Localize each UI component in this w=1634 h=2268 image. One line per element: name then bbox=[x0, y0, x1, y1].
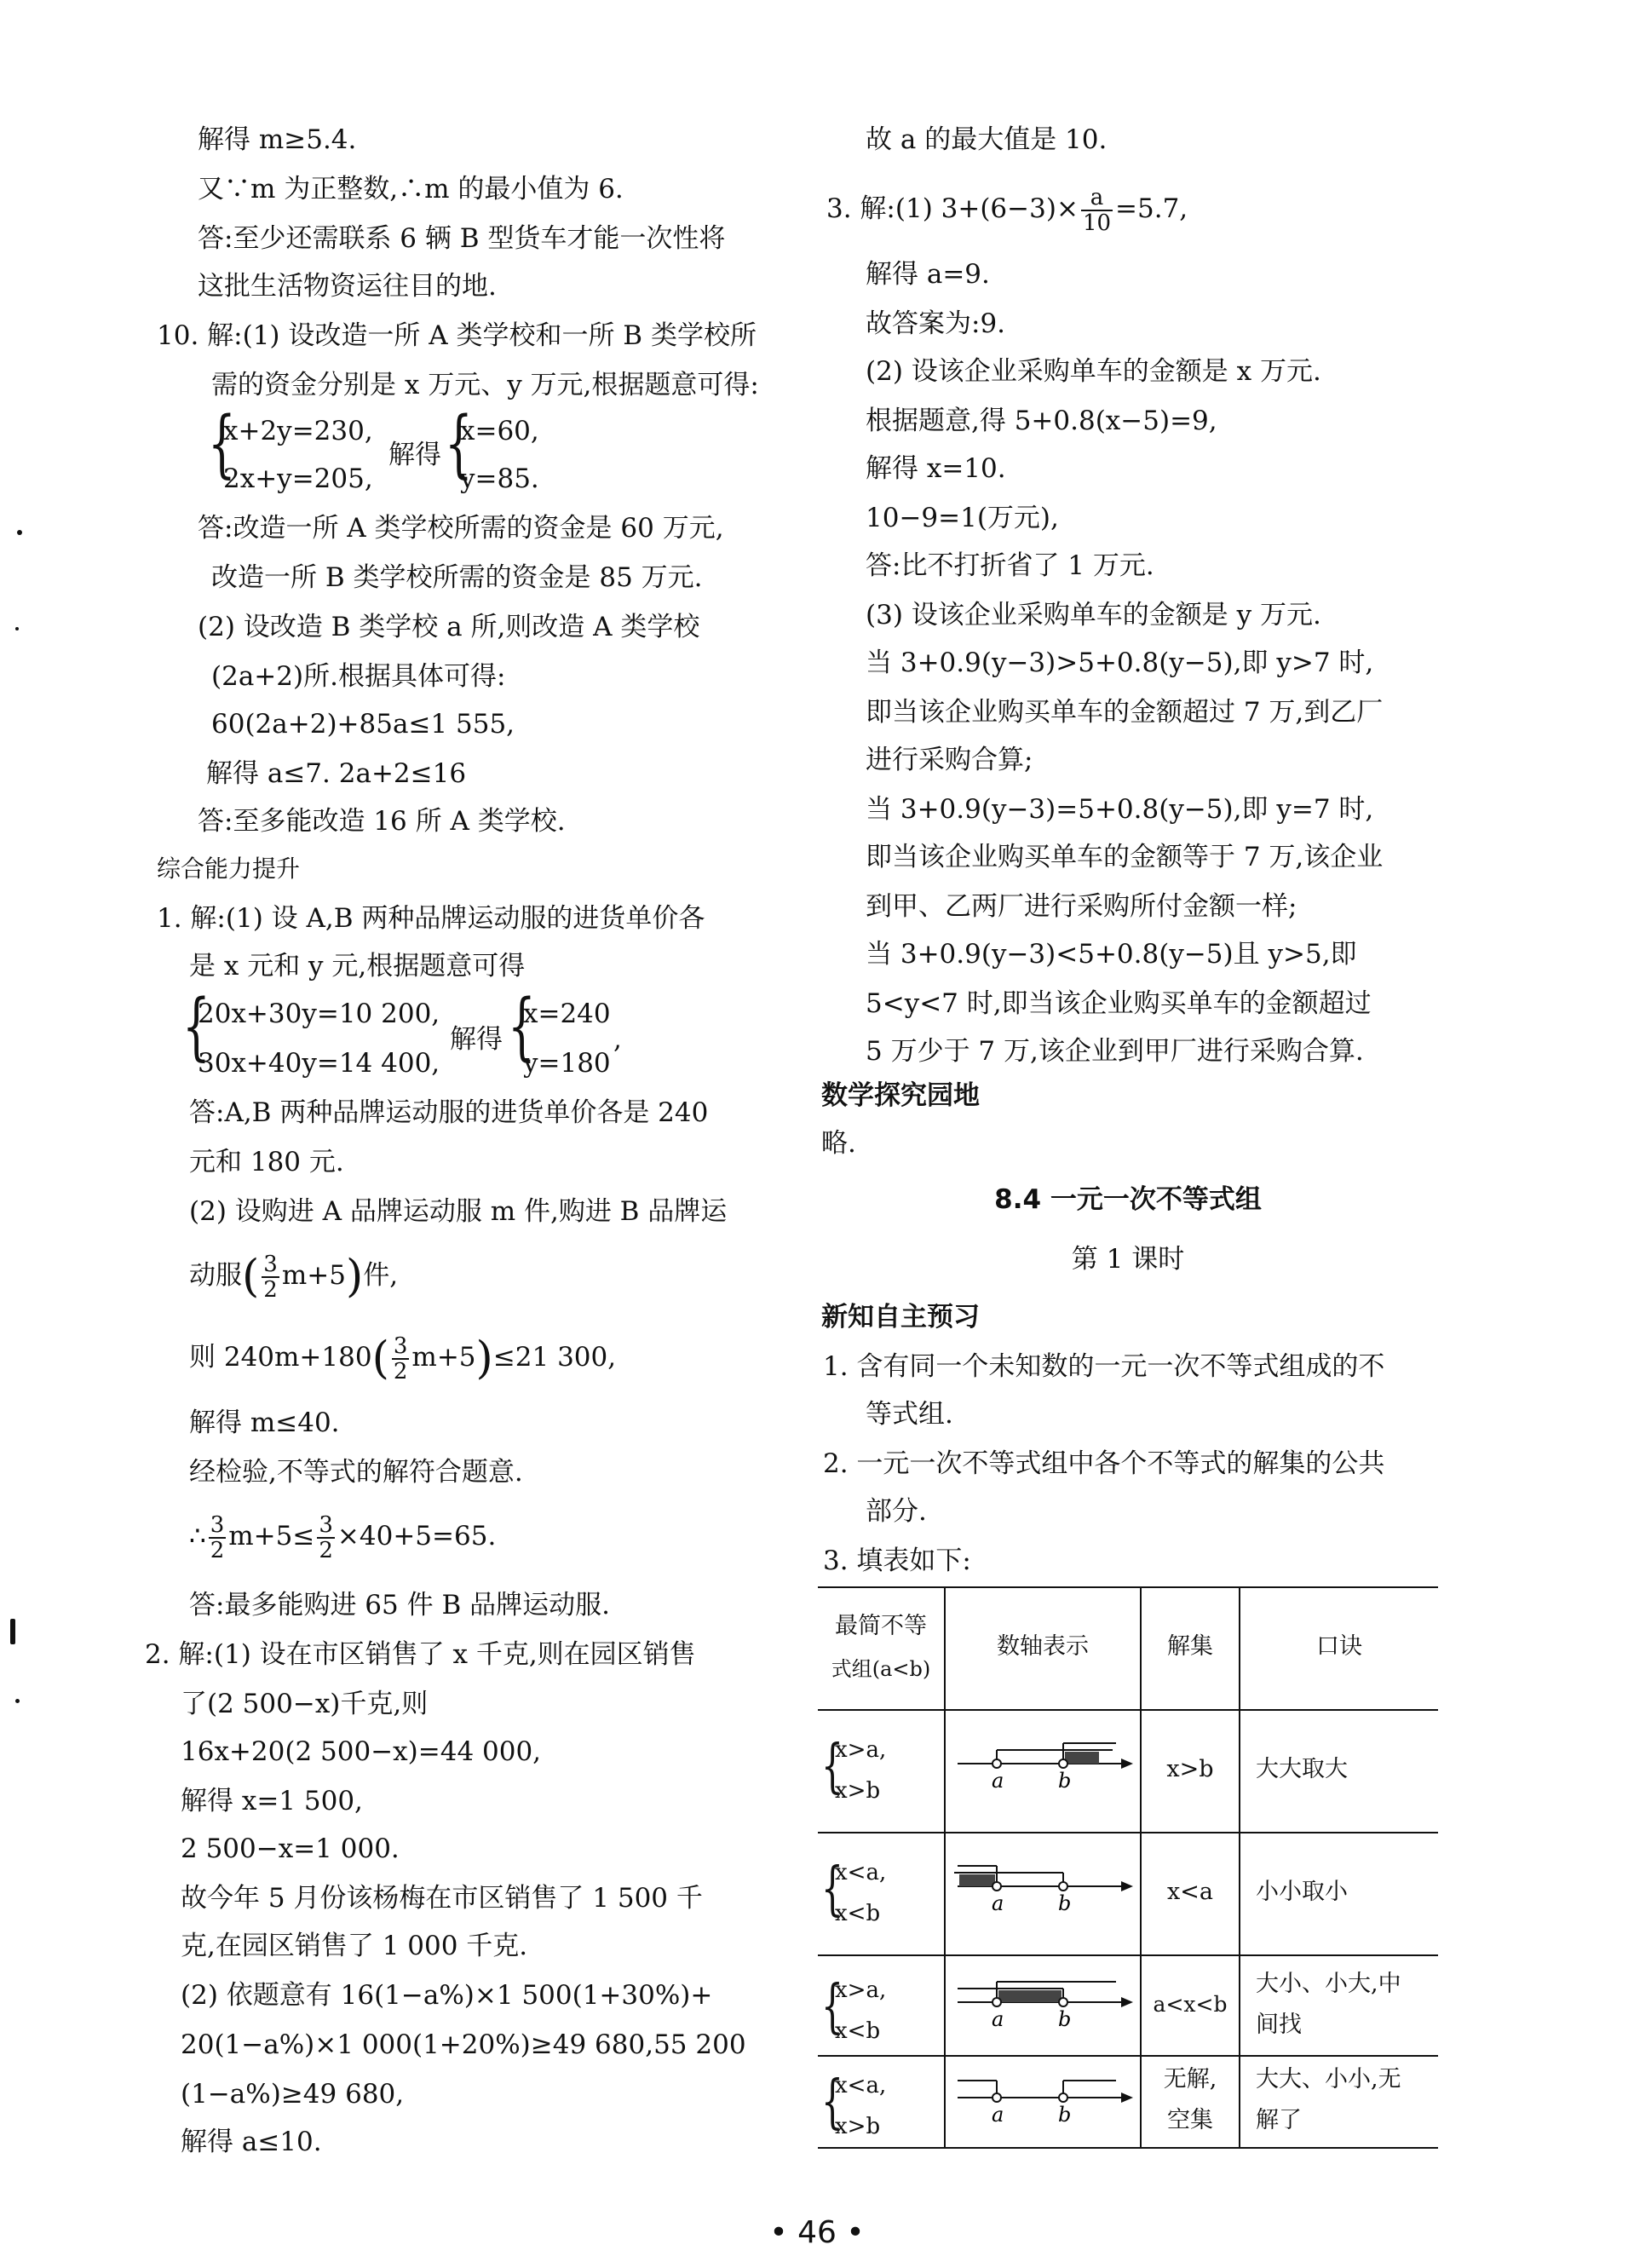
solution-shading bbox=[959, 1874, 995, 1886]
number-line-diagram bbox=[951, 1861, 1135, 1929]
equation-line: 30x+40y=14 400, bbox=[198, 1048, 440, 1079]
text-line: 解得 x=1 500, bbox=[181, 1786, 363, 1816]
paren: ( bbox=[371, 1333, 389, 1384]
paren: ( bbox=[242, 1251, 260, 1303]
number-line-diagram bbox=[951, 1738, 1135, 1806]
text-line: 2 500−x=1 000. bbox=[181, 1833, 400, 1864]
inequality-brace: { bbox=[821, 1856, 843, 1923]
text-line: 3. 填表如下: bbox=[823, 1546, 971, 1576]
fraction bbox=[392, 1334, 410, 1384]
formula-text: ×40+5=65. bbox=[337, 1521, 497, 1551]
axis-arrow bbox=[1121, 2092, 1133, 2103]
equation-brace: { bbox=[182, 984, 210, 1069]
text-line: 16x+20(2 500−x)=44 000, bbox=[181, 1736, 542, 1767]
formula-text: 件, bbox=[363, 1260, 399, 1291]
equation-line: x=60, bbox=[460, 416, 539, 446]
text-line: 这批生活物资运往目的地. bbox=[198, 271, 497, 302]
paren: ) bbox=[345, 1251, 364, 1303]
text-line: 解得 m≥5.4. bbox=[198, 124, 357, 155]
scan-mark bbox=[17, 530, 22, 535]
formula-text: ∴ bbox=[189, 1521, 206, 1551]
section-heading: 综合能力提升 bbox=[157, 855, 301, 883]
numerator: 3 bbox=[393, 1333, 408, 1359]
text-line: 元和 180 元. bbox=[189, 1147, 344, 1177]
text-line: 1. 含有同一个未知数的一元一次不等式组成的不 bbox=[823, 1351, 1385, 1382]
table-col-rule bbox=[944, 1586, 946, 2149]
text-line: 克,在园区销售了 1 000 千克. bbox=[181, 1931, 528, 1961]
paren: ) bbox=[475, 1333, 493, 1384]
equation-text: , bbox=[613, 1024, 622, 1055]
fraction bbox=[317, 1513, 335, 1563]
numerator: 3 bbox=[210, 1511, 225, 1538]
text-line: 答:A,B 两种品牌运动服的进货单价各是 240 bbox=[189, 1097, 709, 1128]
text-line: 10−9=1(万元), bbox=[866, 503, 1059, 533]
text-line: (2) 设购进 A 品牌运动服 m 件,购进 B 品牌运 bbox=[189, 1196, 728, 1227]
inequality-line: x<a, bbox=[835, 2073, 887, 2098]
numerator: a bbox=[1081, 186, 1113, 211]
mnemonic: 大大取大 bbox=[1256, 1756, 1348, 1782]
text-line: 1. 解:(1) 设 A,B 两种品牌运动服的进货单价各 bbox=[157, 903, 705, 934]
equation-brace: { bbox=[445, 401, 473, 486]
text-line: 答:最多能购进 65 件 B 品牌运动服. bbox=[189, 1590, 610, 1620]
equation-line: 2x+y=205, bbox=[223, 463, 373, 494]
text-line: 答:至少还需联系 6 辆 B 型货车才能一次性将 bbox=[198, 223, 726, 254]
text-line: 根据题意,得 5+0.8(x−5)=9, bbox=[866, 406, 1217, 436]
text-line: 改造一所 B 类学校所需的资金是 85 万元. bbox=[211, 562, 703, 593]
table-rule bbox=[818, 1954, 1438, 1956]
text-line: (3) 设该企业采购单车的金额是 y 万元. bbox=[866, 600, 1321, 630]
table-rule bbox=[818, 2055, 1438, 2057]
text-line: 即当该企业购买单车的金额超过 7 万,到乙厂 bbox=[866, 697, 1384, 728]
equation-line: x+2y=230, bbox=[223, 416, 373, 446]
text-line: (2a+2)所.根据具体可得: bbox=[211, 661, 506, 692]
fraction bbox=[262, 1252, 279, 1302]
text-line: 解得 a≤10. bbox=[181, 2127, 322, 2157]
section-heading: 数学探究园地 bbox=[821, 1080, 980, 1111]
axis-label-a: a bbox=[992, 1891, 1004, 1915]
text-line: 解得 m≤40. bbox=[189, 1407, 340, 1438]
table-header: 式组(a<b) bbox=[831, 1657, 931, 1681]
numerator: 3 bbox=[319, 1511, 333, 1538]
table-header: 数轴表示 bbox=[997, 1633, 1089, 1660]
numerator: 3 bbox=[263, 1251, 278, 1277]
table-rule bbox=[818, 1709, 1438, 1711]
axis-arrow bbox=[1121, 1759, 1133, 1769]
text-line: 答:至多能改造 16 所 A 类学校. bbox=[198, 806, 566, 837]
text-line: 当 3+0.9(y−3)<5+0.8(y−5)且 y>5,即 bbox=[866, 939, 1357, 970]
open-point bbox=[1059, 1759, 1067, 1768]
inequality-line: x>a, bbox=[835, 1737, 887, 1763]
table-header: 口诀 bbox=[1316, 1633, 1362, 1660]
formula-text: =5.7, bbox=[1115, 193, 1188, 224]
denominator: 2 bbox=[319, 1537, 333, 1563]
mnemonic: 大大、小小,无 bbox=[1256, 2066, 1401, 2092]
text-line: 故答案为:9. bbox=[866, 308, 1006, 339]
inequality-line: x>b bbox=[835, 1778, 881, 1804]
denominator: 2 bbox=[393, 1358, 408, 1384]
text-line: 20(1−a%)×1 000(1+20%)≥49 680,55 200 bbox=[181, 2029, 746, 2060]
open-point bbox=[1059, 2093, 1067, 2102]
equation-line: y=85. bbox=[460, 463, 539, 494]
inequality-brace: { bbox=[821, 2069, 843, 2136]
equation-text: 解得 bbox=[388, 440, 441, 470]
formula-text: ≤21 300, bbox=[492, 1342, 617, 1373]
text-line: 即当该企业购买单车的金额等于 7 万,该企业 bbox=[866, 842, 1384, 872]
text-line: 解得 x=10. bbox=[866, 453, 1006, 484]
equation-line: x=240 bbox=[523, 999, 611, 1029]
scan-mark bbox=[15, 1699, 20, 1703]
text-line: 故 a 的最大值是 10. bbox=[866, 124, 1108, 155]
formula-text: m+5≤ bbox=[228, 1521, 315, 1551]
text-line: 经检验,不等式的解符合题意. bbox=[189, 1457, 523, 1488]
formula-line bbox=[826, 179, 1188, 239]
lesson-title: 第 1 课时 bbox=[1071, 1244, 1185, 1275]
denominator: 10 bbox=[1082, 210, 1112, 236]
inequality-line: x<b bbox=[835, 2018, 881, 2044]
inequality-line: x>b bbox=[835, 2114, 881, 2139]
text-line: (2) 设改造 B 类学校 a 所,则改造 A 类学校 bbox=[198, 612, 700, 642]
inequality-line: x<b bbox=[835, 1901, 881, 1926]
open-point bbox=[992, 2093, 1001, 2102]
table-header: 解集 bbox=[1167, 1633, 1213, 1660]
open-point bbox=[992, 1882, 1001, 1891]
axis-label-a: a bbox=[992, 1769, 1004, 1793]
inequality-line: x<a, bbox=[835, 1860, 887, 1885]
formula-text: m+5 bbox=[281, 1260, 346, 1291]
text-line: (2) 依题意有 16(1−a%)×1 500(1+30%)+ bbox=[181, 1980, 713, 2011]
solution-set: a<x<b bbox=[1153, 1992, 1228, 2017]
text-line: 需的资金分别是 x 万元、y 万元,根据题意可得: bbox=[211, 370, 759, 400]
text-line: 2. 解:(1) 设在市区销售了 x 千克,则在园区销售 bbox=[145, 1639, 696, 1670]
axis-label-b: b bbox=[1058, 2103, 1072, 2127]
text-line: 60(2a+2)+85a≤1 555, bbox=[211, 709, 515, 740]
text-line: 答:比不打折省了 1 万元. bbox=[866, 550, 1154, 581]
open-point bbox=[1059, 1998, 1067, 2006]
open-point bbox=[992, 1759, 1001, 1768]
text-line: 又∵m 为正整数,∴m 的最小值为 6. bbox=[198, 174, 624, 204]
mnemonic: 解了 bbox=[1256, 2107, 1302, 2133]
axis-label-b: b bbox=[1058, 1769, 1072, 1793]
text-line: 解得 a≤7. 2a+2≤16 bbox=[206, 758, 467, 789]
axis-arrow bbox=[1121, 1881, 1133, 1891]
formula-line bbox=[189, 1246, 398, 1307]
axis-label-a: a bbox=[992, 2103, 1004, 2127]
formula-line bbox=[189, 1327, 616, 1389]
text-line: (1−a%)≥49 680, bbox=[181, 2079, 405, 2110]
equation-brace: { bbox=[208, 401, 236, 486]
solution-set: 无解, bbox=[1163, 2066, 1217, 2092]
scan-mark bbox=[10, 1619, 15, 1644]
text-line: 5 万少于 7 万,该企业到甲厂进行采购合算. bbox=[866, 1036, 1364, 1067]
text-line: 进行采购合算; bbox=[866, 745, 1033, 775]
solution-set: 空集 bbox=[1167, 2107, 1213, 2133]
equation-line: 20x+30y=10 200, bbox=[198, 999, 440, 1029]
equation-line: y=180 bbox=[523, 1048, 611, 1079]
text-line: 部分. bbox=[866, 1496, 927, 1527]
table-header: 最简不等 bbox=[835, 1613, 927, 1639]
fraction bbox=[1081, 186, 1113, 235]
denominator: 2 bbox=[263, 1276, 278, 1303]
open-point bbox=[1059, 1882, 1067, 1891]
text-line: 当 3+0.9(y−3)=5+0.8(y−5),即 y=7 时, bbox=[866, 794, 1374, 825]
text-line: 当 3+0.9(y−3)>5+0.8(y−5),即 y>7 时, bbox=[866, 648, 1374, 678]
text-line: 是 x 元和 y 元,根据题意可得 bbox=[189, 951, 526, 981]
text-line: 答:改造一所 A 类学校所需的资金是 60 万元, bbox=[198, 513, 724, 544]
inequality-table bbox=[818, 1586, 1438, 2149]
axis-label-b: b bbox=[1058, 2007, 1072, 2031]
text-line: 2. 一元一次不等式组中各个不等式的解集的公共 bbox=[823, 1448, 1385, 1479]
text-line: 等式组. bbox=[866, 1399, 953, 1430]
section-heading: 新知自主预习 bbox=[821, 1302, 980, 1333]
mnemonic: 大小、小大,中 bbox=[1256, 1971, 1401, 1997]
formula-text: 3. 解:(1) 3+(6−3)× bbox=[826, 193, 1079, 224]
axis-label-a: a bbox=[992, 2007, 1004, 2031]
number-line-diagram bbox=[951, 1977, 1135, 2045]
table-rule bbox=[818, 1832, 1438, 1833]
formula-text: 则 240m+180 bbox=[189, 1342, 372, 1373]
denominator: 2 bbox=[210, 1537, 225, 1563]
formula-text: 动服 bbox=[189, 1260, 242, 1291]
text-line: 了(2 500−x)千克,则 bbox=[181, 1689, 429, 1719]
solution-shading bbox=[1065, 1752, 1099, 1764]
text-line: 10. 解:(1) 设改造一所 A 类学校和一所 B 类学校所 bbox=[157, 320, 757, 351]
text-line: 5<y<7 时,即当该企业购买单车的金额超过 bbox=[866, 988, 1372, 1019]
mnemonic: 间找 bbox=[1256, 2012, 1302, 2038]
table-rule bbox=[818, 2147, 1438, 2149]
open-point bbox=[992, 1998, 1001, 2006]
equation-brace: { bbox=[508, 984, 536, 1069]
fraction bbox=[209, 1513, 227, 1563]
scan-mark bbox=[15, 627, 19, 630]
solution-shading bbox=[998, 1990, 1062, 2002]
solution-set: x>b bbox=[1166, 1756, 1214, 1782]
text-line: 略. bbox=[821, 1128, 856, 1159]
table-rule bbox=[818, 1586, 1438, 1588]
axis-arrow bbox=[1121, 1997, 1133, 2007]
text-line: 解得 a=9. bbox=[866, 259, 990, 290]
section-title: 8.4 一元一次不等式组 bbox=[994, 1184, 1262, 1215]
text-line: 到甲、乙两厂进行采购所付金额一样; bbox=[866, 891, 1297, 922]
mnemonic: 小小取小 bbox=[1256, 1879, 1348, 1905]
inequality-brace: { bbox=[821, 1973, 843, 2041]
inequality-line: x>a, bbox=[835, 1977, 887, 2003]
formula-line bbox=[189, 1506, 496, 1566]
number-line-diagram bbox=[951, 2072, 1135, 2140]
text-line: 故今年 5 月份该杨梅在市区销售了 1 500 千 bbox=[181, 1883, 703, 1914]
solution-set: x<a bbox=[1167, 1879, 1213, 1905]
table-col-rule bbox=[1239, 1586, 1240, 2149]
equation-text: 解得 bbox=[450, 1024, 503, 1055]
inequality-brace: { bbox=[821, 1733, 843, 1800]
formula-text: m+5 bbox=[411, 1342, 476, 1373]
text-line: (2) 设该企业采购单车的金额是 x 万元. bbox=[866, 356, 1321, 387]
axis-label-b: b bbox=[1058, 1891, 1072, 1915]
page-number: • 46 • bbox=[769, 2215, 865, 2250]
